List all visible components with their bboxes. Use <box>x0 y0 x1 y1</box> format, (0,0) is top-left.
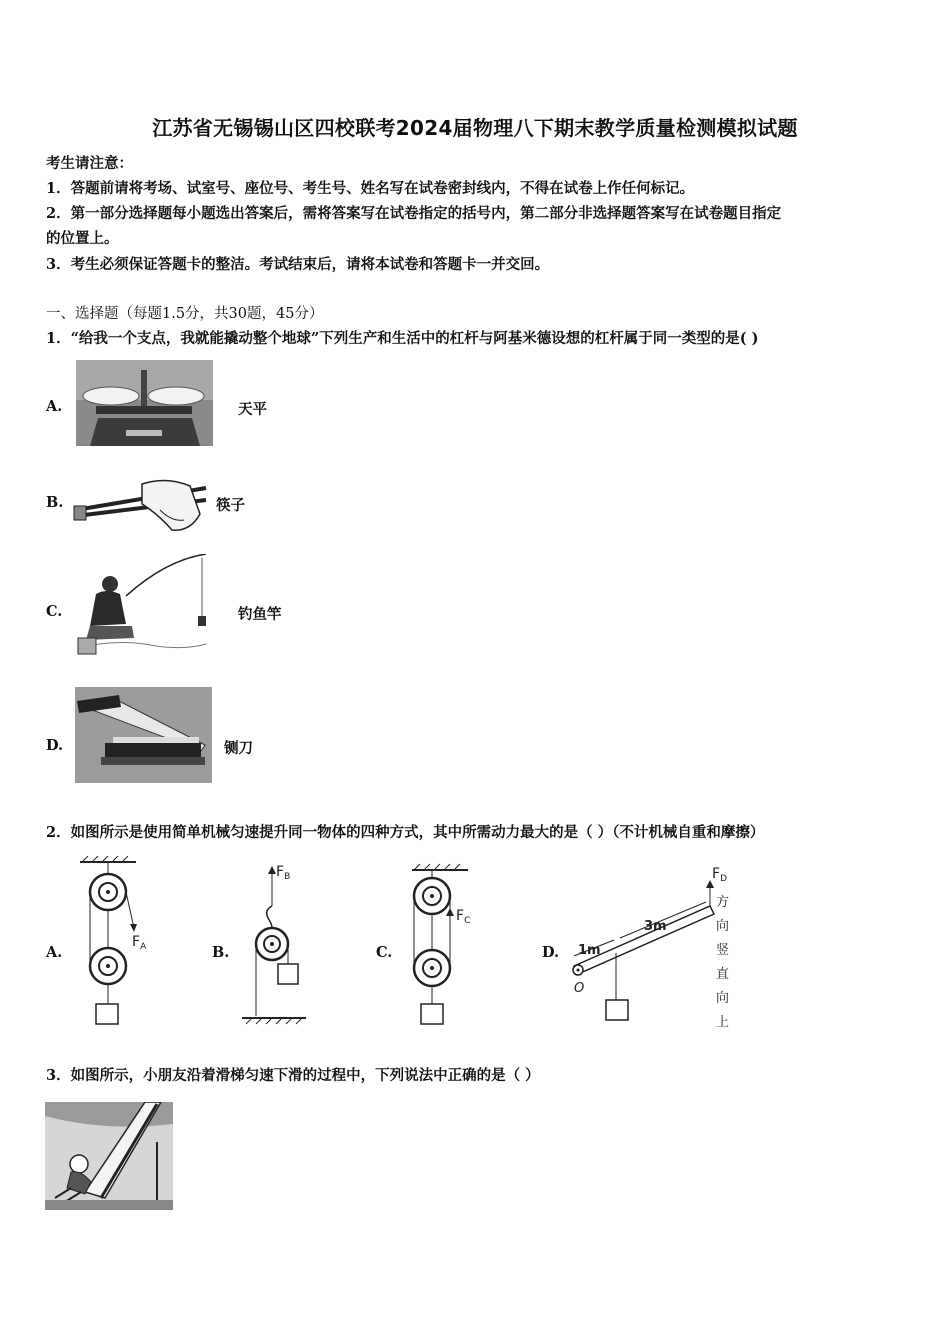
fishing-rod-image <box>76 554 210 658</box>
option-letter: B. <box>212 944 230 961</box>
direction-char: 向 <box>716 919 730 934</box>
chopsticks-image <box>72 474 210 534</box>
length-label: 1m <box>578 943 601 958</box>
slide-image <box>45 1102 173 1210</box>
option-letter: A. <box>46 944 63 961</box>
option-letter: A. <box>46 398 63 415</box>
direction-char: 方 <box>716 895 730 910</box>
option-letter: B. <box>46 494 64 511</box>
page-title: 江苏省无锡锡山区四校联考2024届物理八下期末教学质量检测模拟试题 <box>152 116 798 140</box>
pulley-diagram-b <box>236 856 316 1032</box>
length-label: 3m <box>644 919 667 934</box>
option-letter: C. <box>46 603 63 620</box>
direction-char: 上 <box>716 1015 730 1030</box>
direction-char: 向 <box>716 991 730 1006</box>
force-label-a: $F_A$ <box>132 934 147 952</box>
notice-item: 3．考生必须保证答题卡的整洁。考试结束后，请将本试卷和答题卡一并交回。 <box>46 256 550 273</box>
notice-item: 2．第一部分选择题每小题选出答案后，需将答案写在试卷指定的括号内，第二部分非选择题答案写在试卷题目指定 <box>46 205 782 222</box>
option-label: 钓鱼竿 <box>238 606 282 623</box>
option-letter: C. <box>376 944 393 961</box>
notice-item: 1．答题前请将考场、试室号、座位号、考生号、姓名写在试卷密封线内，不得在试卷上作任何标记。 <box>46 180 695 197</box>
question-1-text: 1．“给我一个支点，我就能撬动整个地球”下列生产和生活中的杠杆与阿基米德设想的杠杆属于同一类型的是( ) <box>46 330 759 347</box>
notice-item: 的位置上。 <box>46 230 119 247</box>
direction-char: 直 <box>716 967 730 982</box>
lever-diagram-d <box>564 860 744 1032</box>
pivot-label: O <box>574 981 585 996</box>
direction-char: 竖 <box>716 943 730 958</box>
option-label: 天平 <box>238 401 267 418</box>
force-label-b: $F_B$ <box>276 864 291 882</box>
option-letter: D. <box>46 737 64 754</box>
guillotine-cutter-image <box>75 687 212 783</box>
question-2-text: 2．如图所示是使用简单机械匀速提升同一物体的四种方式，其中所需动力最大的是（ ）（不计机械自重和摩擦） <box>46 824 765 841</box>
balance-scale-image <box>76 360 213 446</box>
option-label: 铡刀 <box>224 740 253 757</box>
option-letter: D. <box>542 944 560 961</box>
pulley-diagram-a <box>72 856 168 1032</box>
pulley-diagram-c <box>404 856 500 1032</box>
option-label: 筷子 <box>216 497 245 514</box>
force-label-c: $F_C$ <box>456 908 471 926</box>
force-label-d: $F_D$ <box>712 866 727 884</box>
section-heading: 一、选择题（每题1.5分，共30题，45分） <box>46 306 324 322</box>
notice-heading: 考生请注意： <box>46 155 133 172</box>
question-3-text: 3．如图所示，小朋友沿着滑梯匀速下滑的过程中，下列说法中正确的是（ ） <box>46 1067 540 1084</box>
